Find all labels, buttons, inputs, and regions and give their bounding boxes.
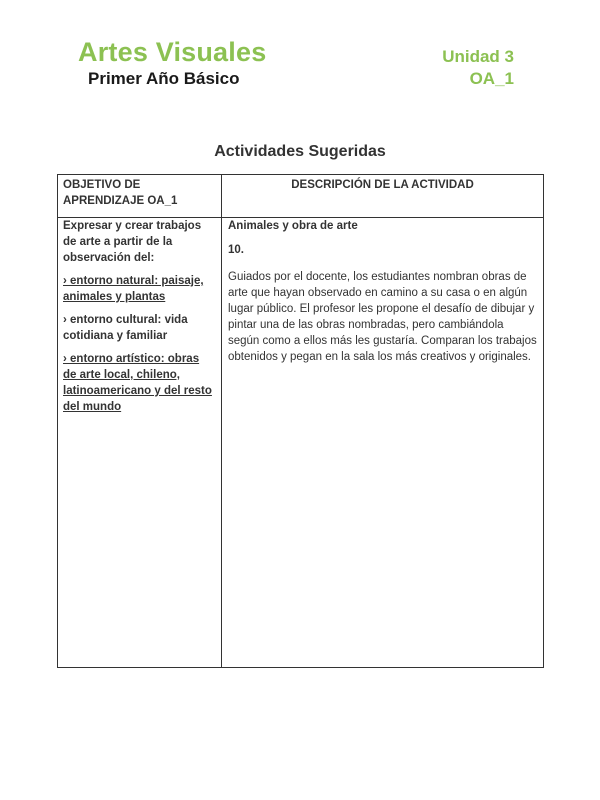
column-divider bbox=[221, 175, 222, 667]
section-title: Actividades Sugeridas bbox=[214, 143, 386, 160]
objective-item-natural: › entorno natural: paisaje, animales y plantas bbox=[63, 275, 204, 303]
objective-code-label: OA_1 bbox=[469, 69, 514, 88]
document-header-left bbox=[78, 36, 266, 90]
objective-item-artistic: › entorno artístico: obras de arte local, chileno, latinoamericano y del resto del mundo bbox=[63, 353, 212, 413]
objective-item-cultural: › entorno cultural: vida cotidiana y familiar bbox=[63, 314, 188, 342]
description-column-header: DESCRIPCIÓN DE LA ACTIVIDAD bbox=[291, 179, 474, 191]
grade-title: Primer Año Básico bbox=[88, 69, 240, 88]
objective-cell bbox=[63, 218, 215, 422]
unit-label: Unidad 3 bbox=[442, 47, 514, 66]
activity-description: Guiados por el docente, los estudiantes nombran obras de arte que hayan observado en camino a su casa o en algún lugar público. El profesor les propone el desafío de dibujar y pintar una de las obras nombradas, pero cambiándola según como a ellos más les gustaría. Comparan los trabajos obtenidos y pegan en la sala los más creativos y originales. bbox=[228, 271, 537, 363]
objective-intro: Expresar y crear trabajos de arte a partir de la observación del: bbox=[63, 220, 202, 264]
activity-number: 10. bbox=[228, 244, 244, 256]
subject-title: Artes Visuales bbox=[78, 37, 267, 67]
document-header-right bbox=[442, 46, 514, 90]
description-cell bbox=[228, 218, 538, 365]
activity-table bbox=[57, 174, 544, 668]
activity-name: Animales y obra de arte bbox=[228, 220, 358, 232]
objective-column-header: OBJETIVO DE APRENDIZAJE OA_1 bbox=[63, 179, 178, 207]
